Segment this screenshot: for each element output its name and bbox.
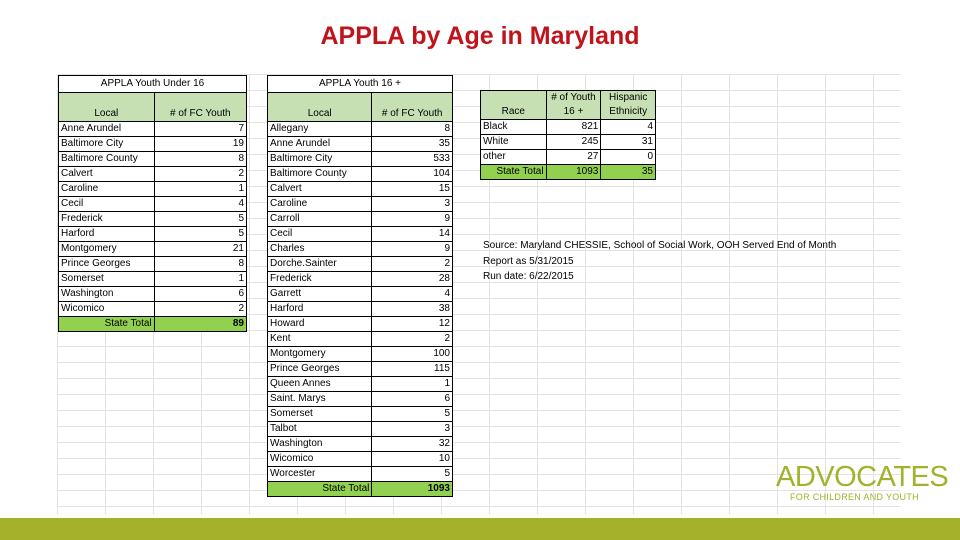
over16-count-cell: 115 [372,362,453,377]
source-line-3: Run date: 6/22/2015 [483,271,574,282]
over16-count-cell: 35 [372,137,453,152]
under16-local-cell: Prince Georges [59,257,155,272]
over16-caption-row [268,76,453,93]
under16-row [59,227,247,242]
over16-count-cell: 38 [372,302,453,317]
over16-local-cell: Calvert [268,182,372,197]
race-hisp-cell: 31 [601,135,656,150]
over16-total-row [268,482,453,497]
under16-table [58,75,247,332]
advocates-logo [776,460,949,506]
under16-local-cell: Harford [59,227,155,242]
race-hisp-cell: 4 [601,120,656,135]
over16-total-value: 1093 [372,482,453,497]
race-total-youth: 1093 [546,165,601,180]
over16-col-local: Local [268,93,372,122]
source-line-1: Source: Maryland CHESSIE, School of Social Work, OOH Served End of Month [483,240,837,251]
over16-row [268,197,453,212]
under16-count-cell: 21 [154,242,246,257]
over16-count-cell: 15 [372,182,453,197]
over16-local-cell: Somerset [268,407,372,422]
over16-row [268,437,453,452]
under16-header-row [59,93,247,122]
over16-local-cell: Wicomico [268,452,372,467]
over16-local-cell: Garrett [268,287,372,302]
over16-row [268,452,453,467]
over16-local-cell: Caroline [268,197,372,212]
under16-total-row [59,317,247,332]
over16-local-cell: Carroll [268,212,372,227]
over16-local-cell: Worcester [268,467,372,482]
over16-count-cell: 5 [372,467,453,482]
under16-count-cell: 2 [154,167,246,182]
source-line-2: Report as 5/31/2015 [483,255,574,267]
over16-row [268,257,453,272]
under16-row [59,272,247,287]
over16-row [268,362,453,377]
race-col-race: Race [481,91,547,120]
over16-local-cell: Frederick [268,272,372,287]
under16-local-cell: Wicomico [59,302,155,317]
under16-local-cell: Cecil [59,197,155,212]
source-note [483,238,836,285]
over16-count-cell: 100 [372,347,453,362]
over16-count-cell: 28 [372,272,453,287]
over16-row [268,137,453,152]
under16-total-label: State Total [59,317,155,332]
over16-row [268,407,453,422]
under16-row [59,287,247,302]
over16-local-cell: Montgomery [268,347,372,362]
over16-row [268,227,453,242]
race-table [480,90,656,180]
under16-local-cell: Caroline [59,182,155,197]
over16-row [268,242,453,257]
over16-caption: APPLA Youth 16 + [268,76,453,93]
race-youth-cell: 27 [546,150,601,165]
over16-header-row [268,93,453,122]
under16-local-cell: Baltimore City [59,137,155,152]
race-total-row [481,165,656,180]
race-row [481,120,656,135]
under16-count-cell: 1 [154,182,246,197]
race-col-hisp-line2: Ethnicity [609,106,648,117]
over16-count-cell: 10 [372,452,453,467]
over16-row [268,287,453,302]
race-col-hisp-line1: Hispanic [609,92,648,103]
under16-local-cell: Somerset [59,272,155,287]
over16-row [268,122,453,137]
race-col-youth-line2: 16 + [563,106,584,117]
over16-row [268,167,453,182]
over16-count-cell: 8 [372,122,453,137]
race-name-cell: Black [481,120,547,135]
over16-local-cell: Kent [268,332,372,347]
under16-row [59,137,247,152]
under16-row [59,167,247,182]
over16-local-cell: Cecil [268,227,372,242]
under16-row [59,122,247,137]
race-youth-cell: 245 [546,135,601,150]
over16-local-cell: Allegany [268,122,372,137]
race-col-youth [546,91,601,120]
over16-local-cell: Queen Annes [268,377,372,392]
under16-count-cell: 19 [154,137,246,152]
race-total-label: State Total [481,165,547,180]
over16-local-cell: Howard [268,317,372,332]
under16-local-cell: Anne Arundel [59,122,155,137]
under16-count-cell: 1 [154,272,246,287]
over16-count-cell: 5 [372,407,453,422]
over16-count-cell: 9 [372,212,453,227]
over16-count-cell: 533 [372,152,453,167]
over16-local-cell: Washington [268,437,372,452]
over16-count-cell: 4 [372,287,453,302]
race-header-row [481,91,656,120]
over16-row [268,377,453,392]
under16-local-cell: Washington [59,287,155,302]
logo-brand: ADVOCATES [776,461,949,493]
race-hisp-cell: 0 [601,150,656,165]
under16-count-cell: 2 [154,302,246,317]
over16-count-cell: 3 [372,197,453,212]
over16-row [268,182,453,197]
under16-caption: APPLA Youth Under 16 [59,76,247,93]
race-row [481,135,656,150]
over16-row [268,347,453,362]
under16-row [59,182,247,197]
under16-count-cell: 5 [154,227,246,242]
over16-local-cell: Talbot [268,422,372,437]
under16-caption-row [59,76,247,93]
page-title: APPLA by Age in Maryland [320,22,640,50]
race-total-hisp: 35 [601,165,656,180]
under16-count-cell: 5 [154,212,246,227]
over16-local-cell: Baltimore City [268,152,372,167]
over16-count-cell: 6 [372,392,453,407]
footer-bar [0,518,960,540]
over16-row [268,272,453,287]
logo-tagline: FOR CHILDREN AND YOUTH [790,492,919,502]
under16-local-cell: Calvert [59,167,155,182]
under16-row [59,257,247,272]
under16-local-cell: Baltimore County [59,152,155,167]
over16-count-cell: 14 [372,227,453,242]
under16-row [59,242,247,257]
race-col-youth-line1: # of Youth [551,92,596,103]
under16-row [59,212,247,227]
over16-total-label: State Total [268,482,372,497]
over16-local-cell: Dorche.Sainter [268,257,372,272]
over16-local-cell: Charles [268,242,372,257]
over16-count-cell: 104 [372,167,453,182]
under16-row [59,197,247,212]
under16-local-cell: Frederick [59,212,155,227]
under16-count-cell: 8 [154,152,246,167]
over16-row [268,212,453,227]
race-row [481,150,656,165]
race-youth-cell: 821 [546,120,601,135]
under16-local-cell: Montgomery [59,242,155,257]
race-name-cell: other [481,150,547,165]
over16-row [268,422,453,437]
under16-count-cell: 7 [154,122,246,137]
over16-local-cell: Saint. Marys [268,392,372,407]
over16-table [267,75,453,497]
under16-col-count: # of FC Youth [154,93,246,122]
under16-count-cell: 8 [154,257,246,272]
over16-count-cell: 2 [372,332,453,347]
over16-row [268,317,453,332]
over16-count-cell: 9 [372,242,453,257]
over16-local-cell: Baltimore County [268,167,372,182]
over16-local-cell: Harford [268,302,372,317]
over16-col-count: # of FC Youth [372,93,453,122]
under16-row [59,302,247,317]
over16-count-cell: 1 [372,377,453,392]
over16-local-cell: Prince Georges [268,362,372,377]
under16-count-cell: 6 [154,287,246,302]
over16-row [268,302,453,317]
under16-count-cell: 4 [154,197,246,212]
race-col-hispanic [601,91,656,120]
under16-row [59,152,247,167]
under16-col-local: Local [59,93,155,122]
over16-local-cell: Anne Arundel [268,137,372,152]
over16-row [268,467,453,482]
over16-row [268,152,453,167]
over16-count-cell: 3 [372,422,453,437]
over16-count-cell: 32 [372,437,453,452]
over16-count-cell: 12 [372,317,453,332]
race-name-cell: White [481,135,547,150]
under16-total-value: 89 [154,317,246,332]
over16-row [268,332,453,347]
over16-count-cell: 2 [372,257,453,272]
over16-row [268,392,453,407]
